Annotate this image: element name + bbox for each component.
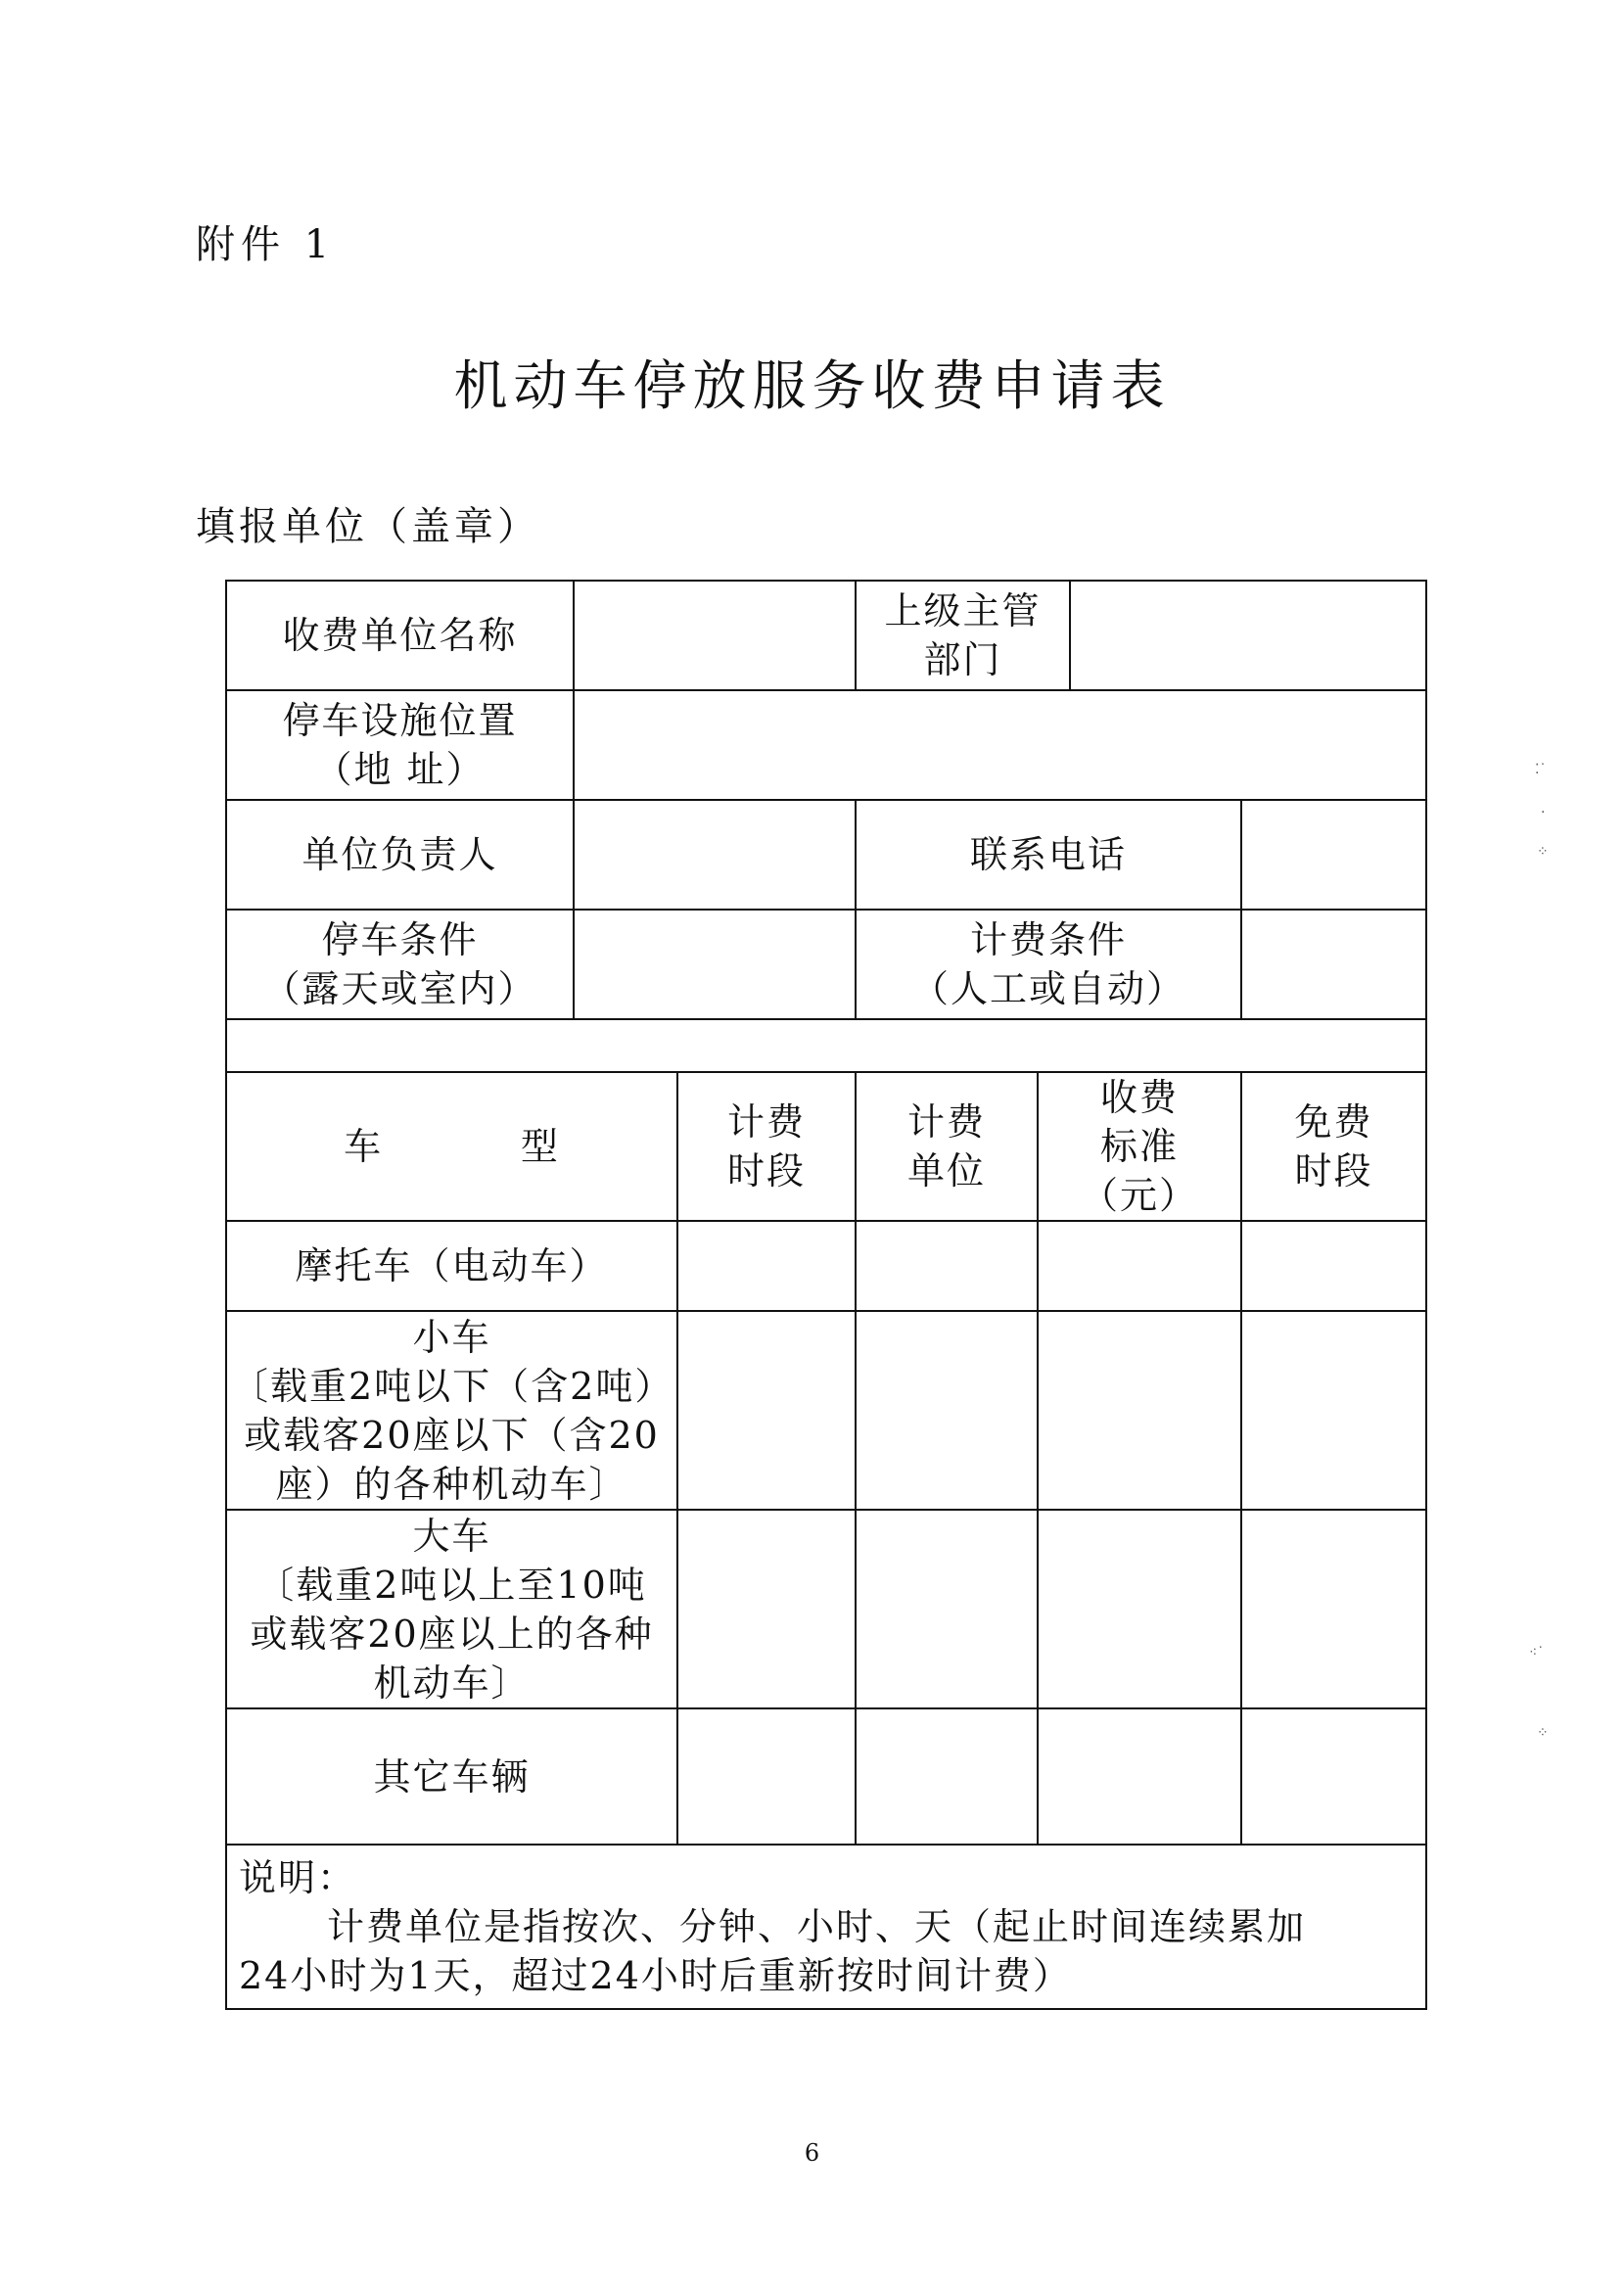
note-row: [226, 1845, 1426, 2009]
free-period-field[interactable]: [1241, 1510, 1426, 1708]
page-title: 机动车停放服务收费申请表: [453, 354, 1171, 417]
vehicle-type-cell: 小车 〔载重2吨以下（含2吨） 或载客20座以下（含20 座）的各种机动车〕: [226, 1311, 677, 1510]
row-conditions: [226, 910, 1426, 1019]
fee-row-small-car: [226, 1311, 1426, 1510]
row-location: [226, 690, 1426, 800]
free-period-field[interactable]: [1241, 1221, 1426, 1311]
note-text-1: 计费单位是指按次、分钟、小时、天（起止时间连续累加: [327, 1905, 1307, 1948]
vehicle-type-header: 车 型: [226, 1072, 677, 1221]
filler-label: 填报单位（盖章）: [196, 504, 540, 549]
vehicle-type-cell: 其它车辆: [226, 1708, 677, 1845]
row-unit-name: [226, 581, 1426, 690]
responsible-label: 单位负责人: [226, 800, 574, 910]
billing-unit-field[interactable]: [856, 1708, 1038, 1845]
spacer-row: [226, 1019, 1426, 1072]
scan-speck: ⁘: [1537, 1725, 1549, 1741]
billing-period-field[interactable]: [677, 1311, 856, 1510]
supervisor-label: 上级主管 部门: [856, 581, 1070, 690]
free-period-field[interactable]: [1241, 1311, 1426, 1510]
phone-field[interactable]: [1241, 800, 1426, 910]
note-label: 说明：: [239, 1856, 357, 1899]
billing-unit-field[interactable]: [856, 1510, 1038, 1708]
note-text-2: 24小时为1天，超过24小时后重新按时间计费）: [239, 1954, 1072, 1997]
unit-name-field[interactable]: [574, 581, 856, 690]
application-form-table: [225, 580, 1427, 2010]
billing-period-field[interactable]: [677, 1510, 856, 1708]
standard-header: 收费 标准 （元）: [1038, 1072, 1241, 1221]
note-cell: [226, 1845, 1426, 2009]
attachment-label: 附件 1: [196, 222, 336, 267]
parking-condition-label: 停车条件 （露天或室内）: [226, 910, 574, 1019]
billing-condition-field[interactable]: [1241, 910, 1426, 1019]
free-period-header: 免费 时段: [1241, 1072, 1426, 1221]
unit-name-label: 收费单位名称: [226, 581, 574, 690]
fee-header-row: [226, 1072, 1426, 1221]
parking-condition-field[interactable]: [574, 910, 856, 1019]
supervisor-field[interactable]: [1070, 581, 1426, 690]
scan-speck: ⁚˙: [1535, 762, 1547, 777]
page-number: 6: [804, 2139, 820, 2167]
fee-row-other: [226, 1708, 1426, 1845]
billing-period-field[interactable]: [677, 1708, 856, 1845]
scan-speck: ⁘: [1537, 844, 1549, 860]
vehicle-type-cell: 大车 〔载重2吨以上至10吨 或载客20座以上的各种 机动车〕: [226, 1510, 677, 1708]
row-responsible: [226, 800, 1426, 910]
billing-unit-field[interactable]: [856, 1311, 1038, 1510]
standard-field[interactable]: [1038, 1311, 1241, 1510]
standard-field[interactable]: [1038, 1510, 1241, 1708]
location-field[interactable]: [574, 690, 1426, 800]
billing-period-header: 计费 时段: [677, 1072, 856, 1221]
billing-unit-field[interactable]: [856, 1221, 1038, 1311]
vehicle-type-cell: 摩托车（电动车）: [226, 1221, 677, 1311]
phone-label: 联系电话: [856, 800, 1241, 910]
billing-period-field[interactable]: [677, 1221, 856, 1311]
responsible-field[interactable]: [574, 800, 856, 910]
spacer-cell: [226, 1019, 1426, 1072]
scan-speck: ⁖˙: [1529, 1645, 1545, 1660]
billing-condition-label: 计费条件 （人工或自动）: [856, 910, 1241, 1019]
scan-speck: ·: [1541, 805, 1546, 820]
standard-field[interactable]: [1038, 1221, 1241, 1311]
fee-row-motorcycle: [226, 1221, 1426, 1311]
free-period-field[interactable]: [1241, 1708, 1426, 1845]
location-label: 停车设施位置 （地 址）: [226, 690, 574, 800]
standard-field[interactable]: [1038, 1708, 1241, 1845]
billing-unit-header: 计费 单位: [856, 1072, 1038, 1221]
fee-row-large-car: [226, 1510, 1426, 1708]
